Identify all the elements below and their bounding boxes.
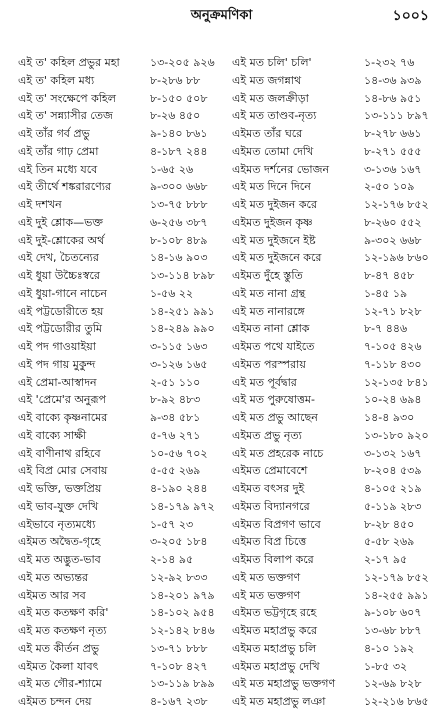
index-entry bbox=[232, 303, 432, 321]
entry-reference: ১৪-১৭৯ ৯৭২ bbox=[150, 499, 215, 513]
index-entry bbox=[18, 90, 224, 108]
entry-text: এইমত দুঁহে স্তুতি bbox=[232, 269, 303, 282]
entry-reference: ১-৫৭ ২৩ bbox=[150, 517, 194, 531]
index-entry bbox=[18, 391, 224, 409]
entry-reference: ১৩-১১১ ৮৯৭ bbox=[364, 109, 429, 123]
entry-text: এইমত তোমা দেখি bbox=[232, 144, 314, 158]
entry-text: এইমত ভট্টগৃহে রহে bbox=[232, 606, 317, 620]
index-entry bbox=[18, 658, 224, 676]
entry-reference: ১৩-৭১ ৮৮৮ bbox=[150, 641, 208, 655]
entry-reference: ৭-১০৫ ৪২৬ bbox=[364, 340, 422, 353]
entry-reference: ৭-১১৮ ৪৩০ bbox=[364, 357, 422, 371]
entry-text: এইমত কৈলা যাবৎ bbox=[18, 659, 99, 673]
entry-text: এই তিন মধ্যে যবে bbox=[18, 162, 98, 176]
entry-reference: ১২-১৯৬ ৮৬০ bbox=[364, 251, 429, 265]
entry-reference: ১৪-২৫১ ৯৯১ bbox=[150, 304, 215, 318]
index-entry bbox=[18, 214, 224, 232]
entry-reference: ১৩-১১৯ ৮৯৯ bbox=[150, 677, 215, 691]
index-entry bbox=[232, 214, 432, 232]
entry-text: এই মত মহাপ্রভু ভক্তগণ bbox=[232, 677, 336, 691]
index-entry bbox=[232, 285, 432, 303]
index-entry bbox=[232, 143, 432, 161]
index-entry bbox=[232, 409, 432, 427]
page-header bbox=[0, 4, 443, 26]
index-entry bbox=[232, 72, 432, 90]
entry-text: এই ধুয়া উচ্চৈঃস্বরে bbox=[18, 269, 100, 282]
index-entry bbox=[18, 604, 224, 622]
index-entry bbox=[18, 409, 224, 427]
entry-text: এই মত পূর্বদ্বার bbox=[232, 375, 297, 389]
entry-text: এইমত মহাপ্রভু করে bbox=[232, 624, 318, 637]
entry-reference: ১২-১৭৯ ৮৫২ bbox=[364, 570, 429, 584]
entry-reference: ৮-২৬ ৪৫০ bbox=[150, 109, 201, 123]
index-entry bbox=[18, 427, 224, 445]
entry-text: এই পদ গায় মুকুন্দ bbox=[18, 357, 96, 371]
entry-text: এইমত বিলাপ করে bbox=[232, 553, 314, 566]
index-entry bbox=[232, 693, 432, 711]
entry-text: এই মত মহাপ্রভু লঞা bbox=[232, 695, 326, 708]
index-entry bbox=[232, 516, 432, 534]
index-entry bbox=[18, 196, 224, 214]
entry-text: এই মত ভক্তগণ bbox=[232, 588, 301, 602]
entry-text: এইমত পরস্পরায় bbox=[232, 357, 306, 371]
entry-text: এই মত প্রভু আছেন bbox=[232, 411, 318, 424]
entry-reference: ১২-২১৬ ৮৬৫ bbox=[364, 695, 429, 708]
entry-text: এইমত চন্দন দেয় bbox=[18, 695, 92, 708]
entry-text: এইমত আর সব bbox=[18, 588, 86, 602]
page-title: অনুক্রমণিকা bbox=[190, 8, 253, 23]
entry-text: এই মত দুইজনে করে bbox=[232, 251, 322, 265]
index-entry bbox=[232, 587, 432, 605]
index-entry bbox=[232, 125, 432, 143]
entry-reference: ৩-২০৫ ১৮৪ bbox=[150, 535, 208, 549]
index-entry bbox=[232, 498, 432, 516]
entry-reference: ১২-৯২ ৮৩৩ bbox=[150, 570, 208, 584]
entry-text: এই দেখ, চৈতন্যের bbox=[18, 251, 99, 265]
entry-text: এই মত তাণ্ডব-নৃত্য bbox=[232, 109, 317, 123]
entry-reference: ১৪-৩৬ ৯৩৯ bbox=[364, 73, 422, 87]
entry-text: এই ত' সন্ন্যাসীর তেজ bbox=[18, 109, 113, 123]
index-entry bbox=[18, 320, 224, 338]
index-entry bbox=[18, 533, 224, 551]
entry-reference: ৮-২০৪ ৫৩৯ bbox=[364, 464, 422, 478]
entry-reference: ৮-৭ ৪৪৬ bbox=[364, 322, 408, 336]
entry-reference: ১৩-১৮০ ৯২০ bbox=[364, 428, 429, 442]
entry-text: এই ত' কহিল প্রভুর মহা bbox=[18, 56, 120, 69]
entry-text: এই মত প্রহরেক নাচে bbox=[232, 446, 324, 460]
entry-reference: ২-১৪ ৯৫ bbox=[150, 553, 194, 566]
entry-text: এই তাঁর গাঢ় প্রেমা bbox=[18, 144, 99, 158]
index-entry bbox=[18, 72, 224, 90]
entry-text: এইমত পথে যাইতে bbox=[232, 340, 315, 353]
entry-reference: ১-৬৫ ২৬ bbox=[150, 162, 194, 176]
entry-reference: ৩-১৩২ ১৬৭ bbox=[364, 446, 422, 460]
entry-reference: ৭-১০৮ ৪২৭ bbox=[150, 659, 208, 673]
index-entry bbox=[18, 178, 224, 196]
entry-reference: ৪-১৬৭ ২৩৮ bbox=[150, 695, 208, 708]
entry-text: এই ধুয়া-গানে নাচেন bbox=[18, 286, 107, 300]
index-entry bbox=[18, 285, 224, 303]
entry-reference: ৩-১৩৬ ১৬৭ bbox=[364, 162, 422, 176]
entry-text: এই তাঁর গর্ব প্রভু bbox=[18, 127, 90, 140]
entry-text: এই বাণীনাথ রহিবে bbox=[18, 446, 101, 460]
index-entry bbox=[18, 143, 224, 161]
index-entry bbox=[232, 569, 432, 587]
entry-reference: ১৪-১৬ ৯০৩ bbox=[150, 251, 208, 265]
entry-text: এই মত ভক্তগণ bbox=[232, 570, 301, 584]
entry-text: এই বিপ্র মোর সেবায় bbox=[18, 464, 108, 478]
entry-reference: ১৪-৪ ৯৩০ bbox=[364, 411, 415, 424]
entry-text: এই মত চলি' চলি' bbox=[232, 56, 312, 69]
index-entry bbox=[18, 693, 224, 711]
entry-reference: ৮-২৮৬ ৮৮ bbox=[150, 73, 201, 87]
entry-reference: ১৩-৭৫ ৮৮৮ bbox=[150, 198, 208, 211]
entry-text: এই দুই শ্লোক—ভক্ত bbox=[18, 215, 103, 229]
entry-text: এই দুই-শ্লোকের অর্থ bbox=[18, 233, 105, 247]
index-entry bbox=[18, 445, 224, 463]
index-entry bbox=[232, 356, 432, 374]
index-entry bbox=[232, 178, 432, 196]
index-entry bbox=[18, 338, 224, 356]
entry-text: এই মত অদ্ভুত-ভাব bbox=[18, 553, 101, 566]
index-entry bbox=[232, 480, 432, 498]
index-entry bbox=[18, 125, 224, 143]
entry-text: এইমত অদ্বৈত-গৃহে bbox=[18, 535, 101, 549]
index-entry bbox=[18, 54, 224, 72]
entry-reference: ৯-৩৪ ৫৮১ bbox=[150, 411, 201, 424]
entry-reference: ৯-১০৮ ৬০৭ bbox=[364, 606, 422, 620]
entry-text: এইমত প্রেমাবেশে bbox=[232, 464, 308, 478]
entry-text: এইমত বিপ্রগণ ভাবে bbox=[232, 517, 321, 531]
index-entry bbox=[18, 675, 224, 693]
entry-text: এই মত দিনে দিনে bbox=[232, 180, 311, 194]
entry-reference: ৫-১১৯ ২৮৩ bbox=[364, 499, 422, 513]
entry-reference: ৮-১০৮ ৪৮৯ bbox=[150, 233, 208, 247]
entry-reference: ১৪-২৫৫ ৯৯১ bbox=[364, 588, 429, 602]
entry-reference: ৪-১০ ১৯২ bbox=[364, 641, 415, 655]
entry-reference: ২-৫০ ১০৯ bbox=[364, 180, 415, 194]
entry-reference: ১৩-১১৪ ৮৯৮ bbox=[150, 269, 215, 282]
entry-text: এইভাবে নৃত্যমধ্যে bbox=[18, 517, 96, 531]
entry-reference: ৬-২৫৬ ৩৮৭ bbox=[150, 215, 208, 229]
entry-reference: ৪-১৮৭ ২৪৪ bbox=[150, 144, 208, 158]
entry-reference: ১৪-৮৬ ৯৫১ bbox=[364, 91, 422, 105]
index-entry bbox=[18, 161, 224, 179]
entry-text: এই মত কতক্ষণ করি' bbox=[18, 606, 109, 620]
entry-text: এই 'প্রেমে'র অনুরূপ bbox=[18, 393, 106, 407]
entry-reference: ৯-১৪০ ৮৬১ bbox=[150, 127, 208, 140]
index-entry bbox=[18, 587, 224, 605]
entry-text: এই মত নানা গ্রন্থ bbox=[232, 286, 306, 300]
entry-reference: ১০-৫৬ ৭০২ bbox=[150, 446, 208, 460]
entry-reference: ১-৫৬ ২২ bbox=[150, 286, 194, 300]
index-entry bbox=[18, 640, 224, 658]
entry-text: এই তীর্থে শঙ্করারণ্যের bbox=[18, 180, 112, 194]
entry-reference: ৫-৫৮ ২৬৯ bbox=[364, 535, 415, 549]
page-number: ১০০১ bbox=[392, 8, 429, 24]
entry-reference: ১২-৭১ ৮২৮ bbox=[364, 304, 422, 318]
entry-text: এই মত নানারঙ্গে bbox=[232, 304, 305, 318]
entry-text: এইমত নানা শ্লোক bbox=[232, 322, 310, 336]
index-entry bbox=[18, 551, 224, 569]
entry-reference: ১৩-৬৮ ৮৮৭ bbox=[364, 624, 422, 637]
entry-text: এই মত জগন্নাথ bbox=[232, 73, 302, 87]
entry-text: এই মত অভ্যন্তর bbox=[18, 570, 88, 584]
index-entry bbox=[232, 54, 432, 72]
entry-text: এই ভাব-যুক্ত দেখি bbox=[18, 499, 99, 513]
entry-text: এই দশখন bbox=[18, 198, 62, 211]
index-entry bbox=[18, 303, 224, 321]
entry-text: এই মত দুইজন করে bbox=[232, 198, 318, 211]
index-entry bbox=[18, 267, 224, 285]
entry-reference: ৯-৩০২ ৬৬৮ bbox=[364, 233, 422, 247]
entry-reference: ১-২৩২ ৭৬ bbox=[364, 56, 415, 69]
index-entry bbox=[18, 569, 224, 587]
entry-reference: ৫-৭৬ ২৭১ bbox=[150, 428, 201, 442]
entry-text: এইমত দুইজন কৃষ্ণ bbox=[232, 215, 313, 229]
index-entry bbox=[18, 232, 224, 250]
entry-reference: ১৪-১০২ ৯৫৪ bbox=[150, 606, 215, 620]
entry-reference: ৮-৯২ ৪৮৩ bbox=[150, 393, 201, 407]
entry-text: এই পদ গাওয়াইয়া bbox=[18, 340, 96, 353]
right-index-column bbox=[232, 54, 432, 711]
entry-reference: ১-৪৫ ১৯ bbox=[364, 286, 408, 300]
index-entry bbox=[18, 249, 224, 267]
entry-text: এই ভক্তি, ভক্তপ্রিয় bbox=[18, 482, 102, 495]
index-entry bbox=[232, 249, 432, 267]
entry-reference: ৮-২৭১ ৫৫৫ bbox=[364, 144, 422, 158]
entry-text: এইমত বৎসর দুই bbox=[232, 482, 305, 495]
index-entry bbox=[232, 320, 432, 338]
entry-reference: ১৪-২৪৯ ৯৯০ bbox=[150, 322, 215, 336]
index-entry bbox=[18, 356, 224, 374]
entry-text: এই মত জলক্রীড়া bbox=[232, 91, 309, 105]
entry-reference: ৮-২৬০ ৫৫২ bbox=[364, 215, 422, 229]
entry-text: এইমত তাঁর ঘরে bbox=[232, 127, 303, 140]
entry-reference: ৮-১৫০ ৫০৮ bbox=[150, 91, 208, 105]
entry-text: এইমত মহাপ্রভু দেখি bbox=[232, 659, 320, 673]
index-entry bbox=[232, 604, 432, 622]
entry-reference: ১-৮৫ ৩২ bbox=[364, 659, 408, 673]
index-entry bbox=[232, 462, 432, 480]
entry-text: এই মত গৌর-শ্যামে bbox=[18, 677, 102, 691]
index-entry bbox=[18, 516, 224, 534]
index-entry bbox=[232, 658, 432, 676]
entry-text: এই মত কীর্তন প্রভু bbox=[18, 641, 100, 655]
entry-text: এইমত দর্শনের ভোজন bbox=[232, 162, 330, 176]
left-index-column bbox=[18, 54, 224, 711]
entry-text: এই পট্টডোরীতে হয় bbox=[18, 304, 104, 318]
index-entry bbox=[232, 622, 432, 640]
entry-text: এই বাক্যে কৃষ্ণনামের bbox=[18, 411, 108, 424]
index-entry bbox=[232, 374, 432, 392]
entry-reference: ১৪-২০১ ৯৭৯ bbox=[150, 588, 215, 602]
entry-reference: ১০-২৪ ৬৯৪ bbox=[364, 393, 422, 407]
entry-reference: ১২-১৭৬ ৮৫২ bbox=[364, 198, 429, 211]
entry-text: এইমত মহাপ্রভু চলি bbox=[232, 641, 317, 655]
entry-text: এই মত পুরুষোত্তম- bbox=[232, 393, 315, 407]
index-entry bbox=[232, 675, 432, 693]
index-entry bbox=[232, 232, 432, 250]
entry-reference: ৮-২৭৮ ৬৬১ bbox=[364, 127, 422, 140]
index-entry bbox=[232, 391, 432, 409]
index-entry bbox=[232, 107, 432, 125]
entry-reference: ১২-১৩৫ ৮৪১ bbox=[364, 375, 429, 389]
index-entry bbox=[232, 445, 432, 463]
index-entry bbox=[232, 338, 432, 356]
entry-text: এই মত কতক্ষণ নৃত্য bbox=[18, 624, 107, 637]
index-entry bbox=[18, 462, 224, 480]
entry-reference: ৫-৫৫ ২৬৯ bbox=[150, 464, 201, 478]
index-entry bbox=[232, 196, 432, 214]
index-entry bbox=[232, 427, 432, 445]
entry-text: এইমত বিপ্র চিত্তে bbox=[232, 535, 307, 549]
entry-reference: ৮-২৮ ৪৫০ bbox=[364, 517, 415, 531]
entry-text: এই ত' সংক্ষেপে কহিল bbox=[18, 91, 116, 105]
entry-text: এই মত দুইজনে ইষ্ট bbox=[232, 233, 316, 247]
entry-reference: ৩-১১৫ ১৬৩ bbox=[150, 340, 208, 353]
index-entry bbox=[232, 90, 432, 108]
entry-reference: ১২-১৪২ ৮৪৬ bbox=[150, 624, 215, 637]
index-entry bbox=[18, 374, 224, 392]
entry-reference: ২-৫১ ১১০ bbox=[150, 375, 201, 389]
entry-reference: ২-১৭ ৯৫ bbox=[364, 553, 408, 566]
entry-reference: ৩-১২৬ ১৬৫ bbox=[150, 357, 208, 371]
index-entry bbox=[232, 161, 432, 179]
entry-reference: ১৩-২০৫ ৯২৬ bbox=[150, 56, 215, 69]
entry-text: এইমত প্রভু নৃত্য bbox=[232, 428, 302, 442]
index-entry bbox=[232, 551, 432, 569]
entry-text: এই ত' কহিল মধ্য bbox=[18, 73, 95, 87]
index-entry bbox=[18, 480, 224, 498]
index-entry bbox=[18, 498, 224, 516]
index-entry bbox=[18, 107, 224, 125]
index-entry bbox=[18, 622, 224, 640]
entry-text: এই বাক্যে সাক্ষী bbox=[18, 428, 87, 442]
entry-reference: ৯-৩০০ ৬৬৮ bbox=[150, 180, 208, 194]
entry-reference: ৪-১০৫ ২১৯ bbox=[364, 482, 422, 495]
entry-reference: ৮-৪৭ ৪৫৮ bbox=[364, 269, 415, 282]
index-entry bbox=[232, 640, 432, 658]
entry-text: এইমত বিদ্যানগরে bbox=[232, 499, 310, 513]
index-entry bbox=[232, 533, 432, 551]
entry-text: এই পট্টডোরীর তুমি bbox=[18, 322, 102, 336]
entry-text: এই প্রেমা-আস্বাদন bbox=[18, 375, 97, 389]
entry-reference: ৪-১৯০ ২৪৪ bbox=[150, 482, 208, 495]
entry-reference: ১২-৬৯ ৮২৮ bbox=[364, 677, 422, 691]
index-entry bbox=[232, 267, 432, 285]
